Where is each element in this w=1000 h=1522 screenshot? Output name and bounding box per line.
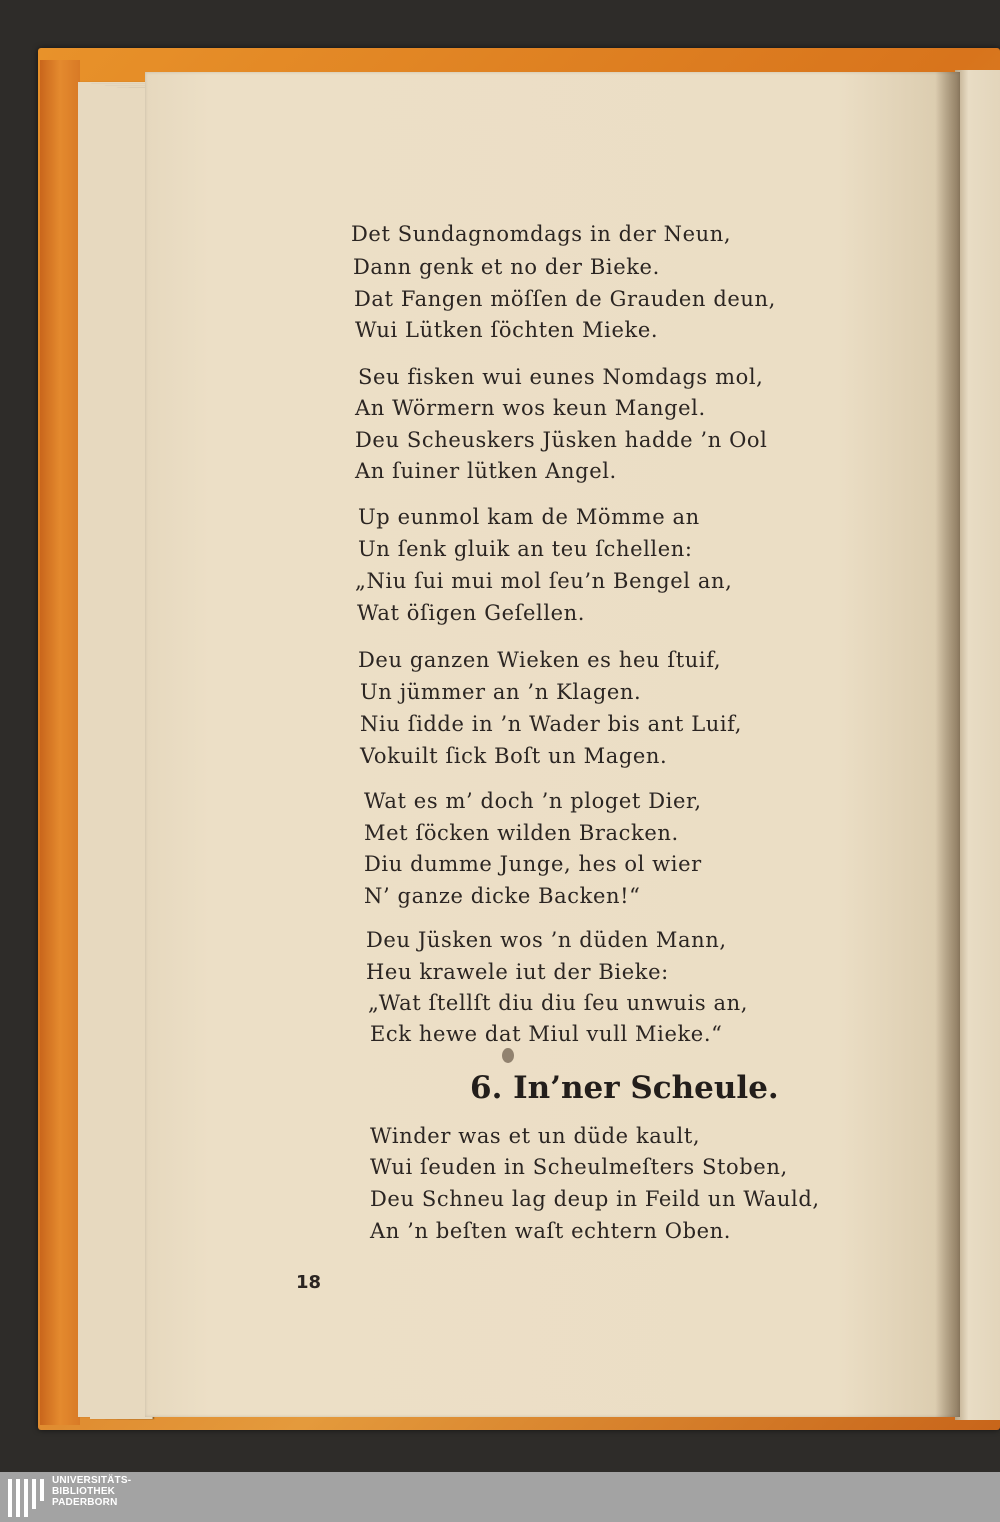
verse-line: Deu Schneu lag deup in Feild un Wauld, xyxy=(370,1187,820,1211)
verse-line: Wui Lütken ſöchten Mieke. xyxy=(355,318,659,342)
verse-line: An ’n beſten waſt echtern Oben. xyxy=(370,1219,732,1243)
library-name-line: BIBLIOTHEK xyxy=(52,1486,116,1497)
verse-line: Deu Jüsken wos ’n düden Mann, xyxy=(366,928,727,952)
page-number: 18 xyxy=(296,1272,322,1293)
verse-line: Dat Fangen möſſen de Grauden deun, xyxy=(354,287,776,311)
library-name-line: UNIVERSITÄTS- xyxy=(52,1475,132,1486)
verse-line: Seu fisken wui eunes Nomdags mol, xyxy=(358,365,764,389)
verse-line: Heu krawele iut der Bieke: xyxy=(366,960,669,984)
verse-line: Dann genk et no der Bieke. xyxy=(353,255,660,279)
verse-line: „Niu ſui mui mol ſeu’n Bengel an, xyxy=(355,569,733,593)
library-name xyxy=(52,1475,131,1508)
verse-line: Wui ſeuden in Scheulmeſters Stoben, xyxy=(370,1155,788,1179)
verse-line: Met ſöcken wilden Bracken. xyxy=(364,821,679,845)
verse-line: Det Sundagnomdags in der Neun, xyxy=(351,222,732,246)
verse-line: An ſuiner lütken Angel. xyxy=(355,459,617,483)
facing-page xyxy=(955,70,1000,1420)
library-name-line: PADERBORN xyxy=(52,1497,118,1508)
verse-line: Wat öſigen Geſellen. xyxy=(357,601,586,625)
verse-line: Vokuilt ſick Boſt un Magen. xyxy=(360,744,668,768)
verse-line: Deu ganzen Wieken es heu ſtuif, xyxy=(358,648,722,672)
verse-line: Winder was et un düde kault, xyxy=(370,1124,701,1148)
cover-spine-edge xyxy=(40,60,80,1425)
verse-line: Un ſenk gluik an teu ſchellen: xyxy=(358,537,693,561)
verse-line: Niu ſidde in ’n Wader bis ant Luif, xyxy=(360,712,743,736)
verse-line: Un jümmer an ’n Klagen. xyxy=(360,680,642,704)
library-footer xyxy=(0,1472,1000,1522)
section-heading: 6. In’ner Scheule. xyxy=(470,1070,779,1106)
verse-line: An Wörmern wos keun Mangel. xyxy=(355,396,706,420)
verse-line: Wat es m’ doch ’n ploget Dier, xyxy=(364,789,702,813)
verse-line: N’ ganze dicke Backen!“ xyxy=(364,884,641,908)
verse-line: „Wat ſtellſt diu diu ſeu unwuis an, xyxy=(368,991,749,1015)
verse-line: Eck hewe dat Miul vull Mieke.“ xyxy=(370,1022,723,1046)
verse-line: Deu Scheuskers Jüsken hadde ’n Ool xyxy=(355,428,768,452)
gutter-shadow xyxy=(935,72,960,1417)
ink-spot xyxy=(502,1048,514,1063)
verse-line: Up eunmol kam de Mömme an xyxy=(358,505,700,529)
verse-line: Diu dumme Junge, hes ol wier xyxy=(364,852,702,876)
